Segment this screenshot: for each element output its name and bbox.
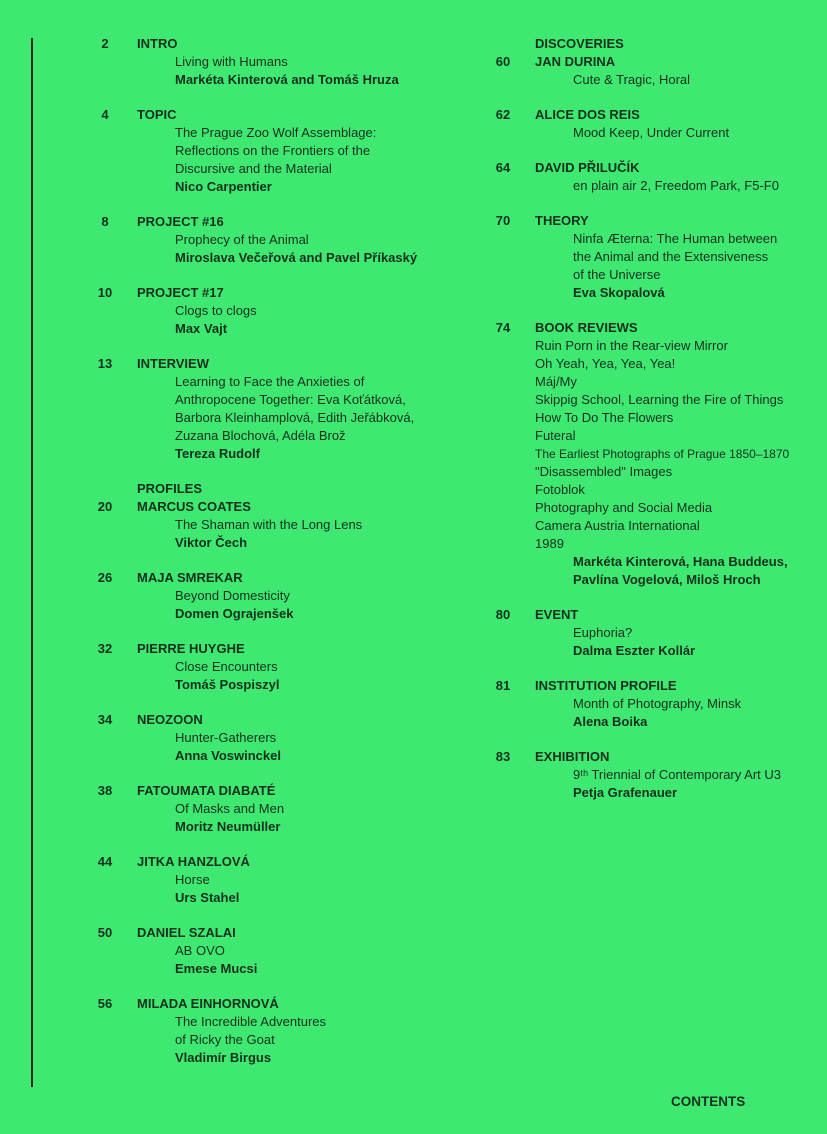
entry-title: Barbora Kleinhamplová, Edith Jeřábková, [175, 410, 415, 425]
entry-heading: INSTITUTION PROFILE [535, 678, 677, 693]
section-heading: DISCOVERIES [535, 36, 624, 51]
page-number: 56 [97, 996, 113, 1011]
page-number: 10 [97, 285, 113, 300]
entry-title: The Shaman with the Long Lens [175, 517, 363, 532]
entry-heading: DAVID PŘILUČÍK [535, 160, 640, 175]
entry-author: Alena Boika [573, 714, 648, 729]
page-number: 64 [495, 160, 511, 175]
entry-heading: DANIEL SZALAI [137, 925, 236, 940]
entry-title: AB OVO [175, 943, 225, 958]
toc-entry [92, 213, 452, 267]
toc-entry [490, 677, 820, 731]
toc-entry [490, 35, 820, 89]
page-number: 38 [97, 783, 113, 798]
review-title: Camera Austria International [535, 518, 700, 533]
footer-label: CONTENTS [671, 1094, 746, 1109]
page-number: 20 [97, 499, 113, 514]
entry-heading: NEOZOON [137, 712, 203, 727]
page-number: 70 [495, 213, 511, 228]
toc-entry [92, 106, 452, 196]
entry-heading: PROJECT #16 [137, 214, 224, 229]
toc-entry [490, 319, 820, 589]
review-title: Máj/My [535, 374, 577, 389]
entry-heading: MAJA SMREKAR [137, 570, 243, 585]
review-title: The Earliest Photographs of Prague 1850–1870 [535, 447, 790, 461]
entry-title: Anthropocene Together: Eva Koťátková, [175, 392, 406, 407]
entry-title: Zuzana Blochová, Adéla Brož [175, 428, 346, 443]
entry-heading: TOPIC [137, 107, 177, 122]
entry-title: of the Universe [573, 267, 661, 282]
entry-author: Anna Voswinckel [175, 748, 281, 763]
entry-heading: BOOK REVIEWS [535, 320, 638, 335]
entry-title: Clogs to clogs [175, 303, 257, 318]
entry-title: Living with Humans [175, 54, 288, 69]
entry-heading: JITKA HANZLOVÁ [137, 854, 250, 869]
entry-title: Euphoria? [573, 625, 633, 640]
entry-title: Horse [175, 872, 210, 887]
entry-title: The Prague Zoo Wolf Assemblage: [175, 125, 377, 140]
entry-author: Domen Ograjenšek [175, 606, 294, 621]
review-title: 1989 [535, 536, 564, 551]
entry-title: 9ᵗʰ Triennial of Contemporary Art U3 [573, 767, 781, 782]
entry-title: of Ricky the Goat [175, 1032, 275, 1047]
entry-author: Tereza Rudolf [175, 446, 260, 461]
entry-title: en plain air 2, Freedom Park, F5-F0 [573, 178, 779, 193]
entry-heading: INTERVIEW [137, 356, 209, 371]
entry-heading: MILADA EINHORNOVÁ [137, 996, 279, 1011]
review-title: Ruin Porn in the Rear-view Mirror [535, 338, 728, 353]
toc-entry [92, 711, 452, 765]
entry-title: Mood Keep, Under Current [573, 125, 730, 140]
entry-title: Month of Photography, Minsk [573, 696, 742, 711]
review-title: Fotoblok [535, 482, 585, 497]
entry-heading: ALICE DOS REIS [535, 107, 640, 122]
entry-heading: INTRO [137, 36, 178, 51]
entry-author: Markéta Kinterová, Hana Buddeus, [573, 554, 788, 569]
entry-title: Beyond Domesticity [175, 588, 290, 603]
page-number: 26 [97, 570, 113, 585]
page-number: 13 [97, 356, 113, 371]
entry-author: Miroslava Večeřová and Pavel Příkaský [175, 250, 418, 265]
section-heading: PROFILES [137, 481, 203, 496]
contents-column-left [92, 35, 452, 1084]
page-number: 34 [97, 712, 113, 727]
toc-entry [92, 782, 452, 836]
page-number: 4 [101, 107, 109, 122]
entry-title: Close Encounters [175, 659, 278, 674]
entry-title: the Animal and the Extensiveness [573, 249, 769, 264]
toc-entry [92, 640, 452, 694]
entry-author: Max Vajt [175, 321, 228, 336]
entry-heading: FATOUMATA DIABATÉ [137, 783, 276, 798]
review-title: Skippig School, Learning the Fire of Things [535, 392, 784, 407]
entry-title: Cute & Tragic, Horal [573, 72, 691, 87]
toc-entry [92, 569, 452, 623]
entry-heading: JAN DURINA [535, 54, 616, 69]
review-title: How To Do The Flowers [535, 410, 674, 425]
entry-author: Nico Carpentier [175, 179, 272, 194]
entry-title: Learning to Face the Anxieties of [175, 374, 365, 389]
page-number: 74 [495, 320, 511, 335]
entry-title: The Incredible Adventures [175, 1014, 327, 1029]
toc-entry [92, 284, 452, 338]
toc-entry [490, 748, 820, 802]
entry-author: Emese Mucsi [175, 961, 258, 976]
entry-title: Prophecy of the Animal [175, 232, 309, 247]
page-number: 80 [495, 607, 511, 622]
toc-entry [92, 995, 452, 1067]
entry-title: Reflections on the Frontiers of the [175, 143, 371, 158]
entry-title: Ninfa Æterna: The Human between [573, 231, 778, 246]
page-number: 62 [495, 107, 511, 122]
entry-title: Discursive and the Material [175, 161, 332, 176]
review-title: Futeral [535, 428, 576, 443]
entry-heading: PROJECT #17 [137, 285, 224, 300]
entry-author: Pavlína Vogelová, Miloš Hroch [573, 572, 761, 587]
entry-author: Moritz Neumüller [175, 819, 281, 834]
toc-entry [490, 106, 820, 142]
page-number: 2 [101, 36, 109, 51]
page-number: 32 [97, 641, 113, 656]
entry-heading: EVENT [535, 607, 579, 622]
entry-author: Eva Skopalová [573, 285, 665, 300]
entry-title: Hunter-Gatherers [175, 730, 277, 745]
page-number: 50 [97, 925, 113, 940]
entry-author: Viktor Čech [175, 535, 248, 550]
margin-rule [31, 38, 33, 1087]
page-number: 60 [495, 54, 511, 69]
review-title: Oh Yeah, Yea, Yea, Yea! [535, 356, 676, 371]
entry-author: Vladimír Birgus [175, 1050, 272, 1065]
toc-entry [92, 480, 452, 552]
review-title: Photography and Social Media [535, 500, 713, 515]
toc-entry [92, 35, 452, 89]
entry-author: Dalma Eszter Kollár [573, 643, 696, 658]
entry-author: Petja Grafenauer [573, 785, 678, 800]
contents-column-right [490, 35, 820, 819]
entry-heading: EXHIBITION [535, 749, 610, 764]
page-number: 8 [101, 214, 109, 229]
review-title: "Disassembled" Images [535, 464, 673, 479]
page-number: 81 [495, 678, 511, 693]
entry-heading: MARCUS COATES [137, 499, 251, 514]
entry-title: Of Masks and Men [175, 801, 285, 816]
entry-author: Urs Stahel [175, 890, 240, 905]
toc-entry [92, 924, 452, 978]
page-number: 44 [97, 854, 113, 869]
entry-author: Tomáš Pospiszyl [175, 677, 280, 692]
toc-entry [490, 606, 820, 660]
toc-entry [92, 853, 452, 907]
entry-heading: THEORY [535, 213, 589, 228]
entry-author: Markéta Kinterová and Tomáš Hruza [175, 72, 399, 87]
entry-heading: PIERRE HUYGHE [137, 641, 245, 656]
page-number: 83 [495, 749, 511, 764]
toc-entry [490, 159, 820, 195]
toc-entry [92, 355, 452, 463]
toc-entry [490, 212, 820, 302]
